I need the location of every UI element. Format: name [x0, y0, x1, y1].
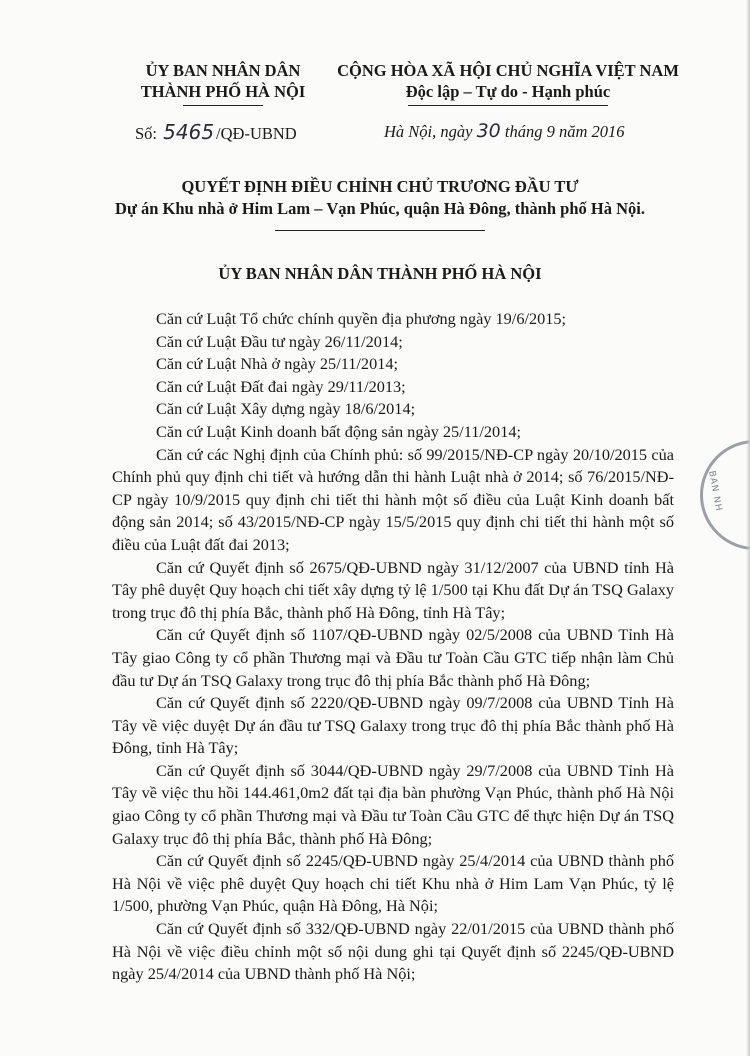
agency-line-2: THÀNH PHỐ HÀ NỘI	[140, 82, 306, 101]
basis-paragraph: Căn cứ các Nghị định của Chính phủ: số 99/2015/NĐ-CP ngày 20/10/2015 của Chính phủ quy định chi tiết và hướng dẫn thi hành Luật nhà ở 2014; số 76/2015/NĐ-CP ngày 10/9/2015 quy định chi tiết thi hành một số điều của Luật Kinh doanh bất động sản 2014; số 43/2015/NĐ-CP ngày 15/5/2015 quy định chi tiết thi hành một số điều của Luật đất đai 2013;	[112, 444, 674, 554]
doc-number-handwritten: 5465	[163, 120, 215, 144]
nation-motto: Độc lập – Tự do - Hạnh phúc	[405, 82, 611, 101]
basis-paragraph: Căn cứ Luật Tổ chức chính quyền địa phương ngày 19/6/2015;	[156, 309, 567, 328]
doc-number-prefix: Số:	[135, 124, 158, 143]
seal-stamp	[700, 440, 750, 550]
page-edge-shadow	[746, 0, 750, 1056]
basis-paragraph: Căn cứ Luật Xây dựng ngày 18/6/2014;	[156, 399, 416, 419]
seal-stamp-text: BAN NH	[706, 470, 724, 513]
decision-title	[70, 176, 690, 231]
basis-paragraph: Căn cứ Quyết định số 332/QĐ-UBND ngày 22/01/2015 của UBND thành phố Hà Nội về việc điều chỉnh một số nội dung ghi tại Quyết định số 2245/QĐ-UBND ngày 25/4/2014 của UBND thành phố Hà Nội;	[112, 919, 674, 984]
issuing-authority-heading: ỦY BAN NHÂN DÂN THÀNH PHỐ HÀ NỘI	[218, 264, 542, 283]
agency-underline	[183, 105, 263, 106]
basis-paragraph: Căn cứ Quyết định số 2245/QĐ-UBND ngày 25/4/2014 của UBND thành phố Hà Nội về việc phê duyệt Quy hoạch chi tiết Khu nhà ở Him Lam Vạn Phúc, tỷ lệ 1/500, phường Vạn Phúc, quận Hà Đông, Hà Nội;	[112, 851, 674, 916]
date-day-handwritten: 30	[476, 120, 501, 142]
basis-paragraph: Căn cứ Quyết định số 1107/QĐ-UBND ngày 02/5/2008 của UBND Tỉnh Hà Tây giao Công ty cổ phần Thương mại và Đầu tư Toàn Cầu GTC tiếp nhận làm Chủ đầu tư Dự án TSQ Galaxy trong trục đô thị phía Bắc thành phố Hà Đông;	[112, 625, 674, 690]
title-line-2: Dự án Khu nhà ở Him Lam – Vạn Phúc, quận Hà Đông, thành phố Hà Nội.	[115, 199, 645, 218]
doc-number-suffix: /QĐ-UBND	[216, 124, 297, 143]
agency-line-1: ỦY BAN NHÂN DÂN	[145, 61, 301, 80]
basis-paragraph: Căn cứ Luật Đất đai ngày 29/11/2013;	[156, 376, 406, 396]
national-header	[332, 60, 684, 106]
legal-bases	[112, 308, 674, 986]
date-month-year: tháng 9 năm 2016	[504, 122, 625, 141]
basis-paragraph: Căn cứ Quyết định số 2675/QĐ-UBND ngày 31/12/2007 của UBND tỉnh Hà Tây phê duyệt Quy hoạch chi tiết xây dựng tỷ lệ 1/500 tại Khu đất Dự án TSQ Galaxy trong trục đô thị phía Bắc, thành phố Hà Đông, tỉnh Hà Tây;	[112, 557, 674, 622]
document-number	[135, 120, 297, 144]
issue-date	[384, 120, 625, 142]
basis-paragraph: Căn cứ Quyết định số 2220/QĐ-UBND ngày 09/7/2008 của UBND Tỉnh Hà Tây về việc duyệt Dự án đầu tư TSQ Galaxy trong trục đô thị phía Bắc thành phố Hà Đông, tỉnh Hà Tây;	[112, 693, 674, 758]
nation-name: CỘNG HÒA XÃ HỘI CHỦ NGHĨA VIỆT NAM	[337, 61, 679, 80]
title-underline	[275, 230, 485, 231]
basis-paragraph: Căn cứ Luật Nhà ở ngày 25/11/2014;	[156, 354, 399, 374]
basis-paragraph: Căn cứ Luật Kinh doanh bất động sản ngày 25/11/2014;	[156, 421, 521, 441]
motto-underline	[408, 105, 608, 106]
basis-paragraph: Căn cứ Luật Đầu tư ngày 26/11/2014;	[156, 331, 403, 351]
issuing-agency	[118, 60, 328, 106]
nation-motto-block	[332, 81, 684, 106]
title-line-1: QUYẾT ĐỊNH ĐIỀU CHỈNH CHỦ TRƯƠNG ĐẦU TƯ	[181, 177, 579, 196]
date-place: Hà Nội, ngày	[384, 122, 473, 141]
basis-paragraph: Căn cứ Quyết định số 3044/QĐ-UBND ngày 29/7/2008 của UBND Tỉnh Hà Tây về việc thu hồi 144.461,0m2 đất tại địa bàn phường Vạn Phúc, thành phố Hà Nội giao Công ty cổ phần Thương mại và Đầu tư Toàn Cầu GTC để thực hiện Dự án TSQ Galaxy trục đô thị phía Bắc, thành phố Hà Đông;	[112, 760, 674, 848]
